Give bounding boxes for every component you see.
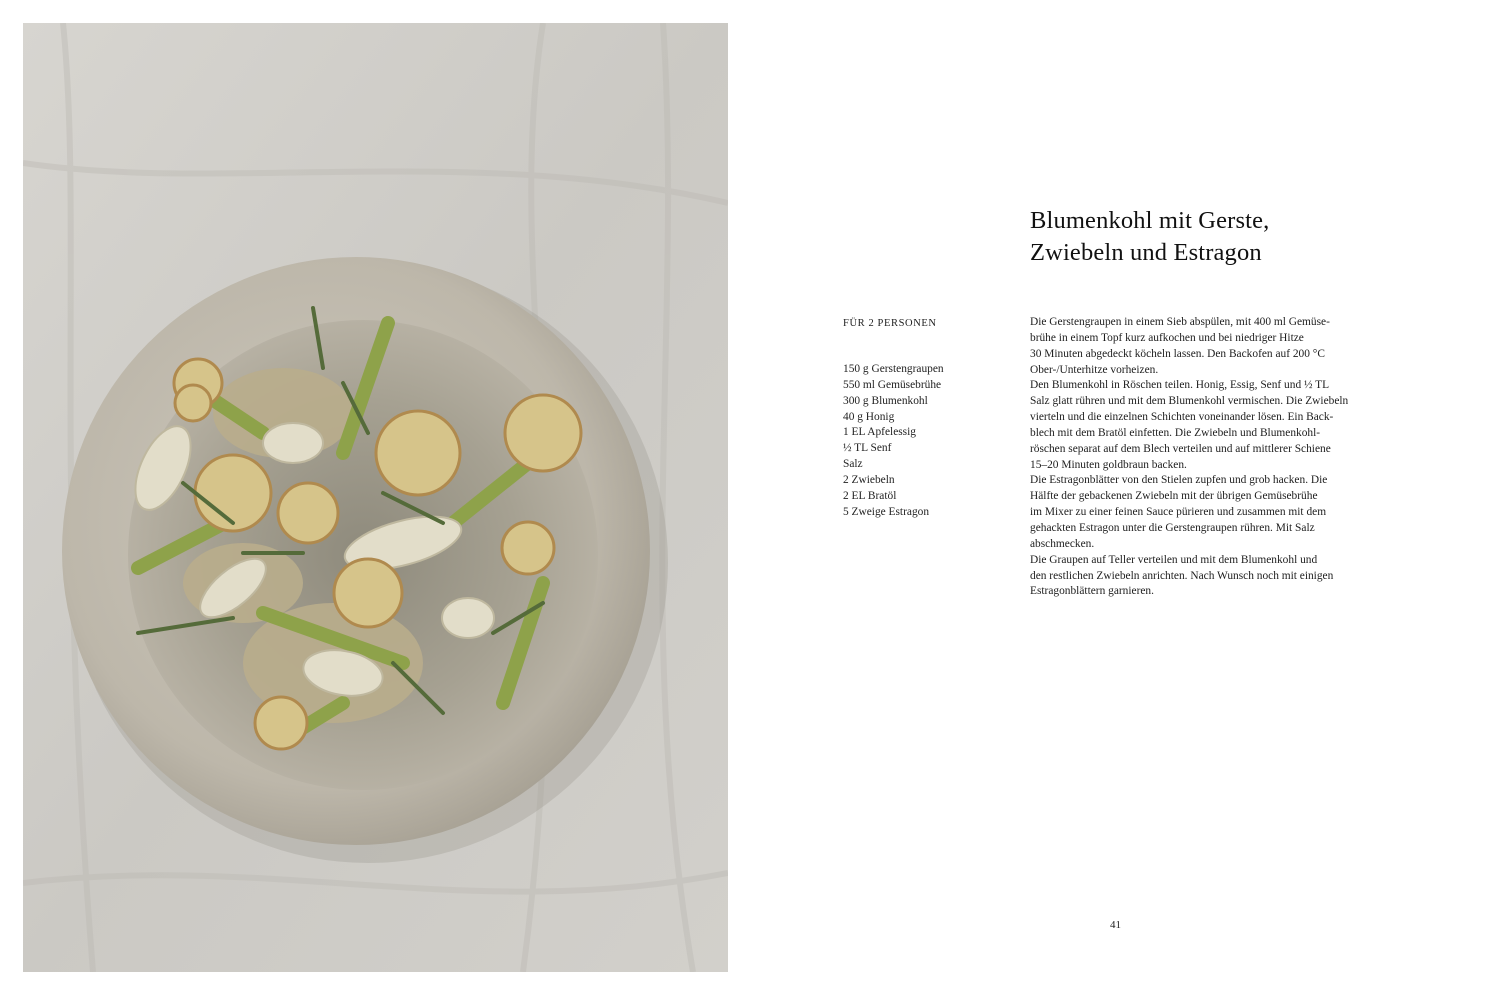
- method-line: Die Estragonblätter von den Stielen zupfen und grob hacken. Die: [1030, 474, 1328, 487]
- recipe-title-line-2: Zwiebeln und Estragon: [1030, 239, 1262, 266]
- ingredient-item: 1 EL Apfelessig: [843, 426, 916, 439]
- method-line: Salz glatt rühren und mit dem Blumenkohl vermischen. Die Zwiebeln: [1030, 395, 1349, 408]
- page-number: 41: [1110, 919, 1121, 931]
- ingredient-list: [843, 362, 944, 520]
- method-line: vierteln und die einzelnen Schichten voneinander lösen. Ein Back-: [1030, 411, 1334, 424]
- method-line: blech mit dem Bratöl einfetten. Die Zwiebeln und Blumenkohl-: [1030, 426, 1321, 439]
- method-line: Die Graupen auf Teller verteilen und mit dem Blumenkohl und: [1030, 553, 1318, 566]
- method-paragraph: [1030, 378, 1390, 473]
- servings-label: FÜR 2 PERSONEN: [843, 318, 937, 329]
- method-line: Estragonblättern garnieren.: [1030, 585, 1154, 598]
- method-paragraph: [1030, 315, 1390, 378]
- ingredient-item: 2 EL Bratöl: [843, 489, 897, 502]
- ingredient-item: 2 Zwiebeln: [843, 473, 895, 486]
- method-line: röschen separat auf dem Blech verteilen und auf mittlerer Schiene: [1030, 442, 1331, 455]
- ingredient-item: 150 g Gerstengraupen: [843, 363, 944, 375]
- ingredient-item: ½ TL Senf: [843, 442, 892, 455]
- method-line: 15–20 Minuten goldbraun backen.: [1030, 458, 1187, 471]
- food-photo-icon: [23, 23, 728, 972]
- recipe-title: [1030, 205, 1269, 269]
- ingredient-item: 40 g Honig: [843, 410, 895, 423]
- method-line: abschmecken.: [1030, 537, 1095, 550]
- method-line: Die Gerstengraupen in einem Sieb abspülen, mit 400 ml Gemüse-: [1030, 316, 1330, 328]
- method-paragraph: [1030, 473, 1390, 552]
- ingredient-item: 550 ml Gemüsebrühe: [843, 378, 942, 391]
- method-text: [1030, 315, 1390, 600]
- food-photo: [23, 23, 728, 972]
- method-line: Den Blumenkohl in Röschen teilen. Honig, Essig, Senf und ½ TL: [1030, 379, 1330, 392]
- method-line: den restlichen Zwiebeln anrichten. Nach Wunsch noch mit einigen: [1030, 569, 1334, 582]
- method-line: gehackten Estragon unter die Gerstengraupen rühren. Mit Salz: [1030, 521, 1315, 534]
- method-line: Hälfte der gebackenen Zwiebeln mit der übrigen Gemüsebrühe: [1030, 490, 1318, 503]
- ingredient-item: 300 g Blumenkohl: [843, 394, 928, 407]
- method-line: im Mixer zu einer feinen Sauce pürieren und zusammen mit dem: [1030, 506, 1327, 519]
- method-line: 30 Minuten abgedeckt köcheln lassen. Den Backofen auf 200 °C: [1030, 347, 1325, 360]
- ingredient-item: 5 Zweige Estragon: [843, 505, 930, 518]
- ingredient-item: Salz: [843, 458, 863, 471]
- method-line: brühe in einem Topf kurz aufkochen und bei niedriger Hitze: [1030, 331, 1304, 344]
- method-line: Ober-/Unterhitze vorheizen.: [1030, 363, 1159, 376]
- method-paragraph: [1030, 553, 1390, 601]
- recipe-title-line-1: Blumenkohl mit Gerste,: [1030, 207, 1270, 234]
